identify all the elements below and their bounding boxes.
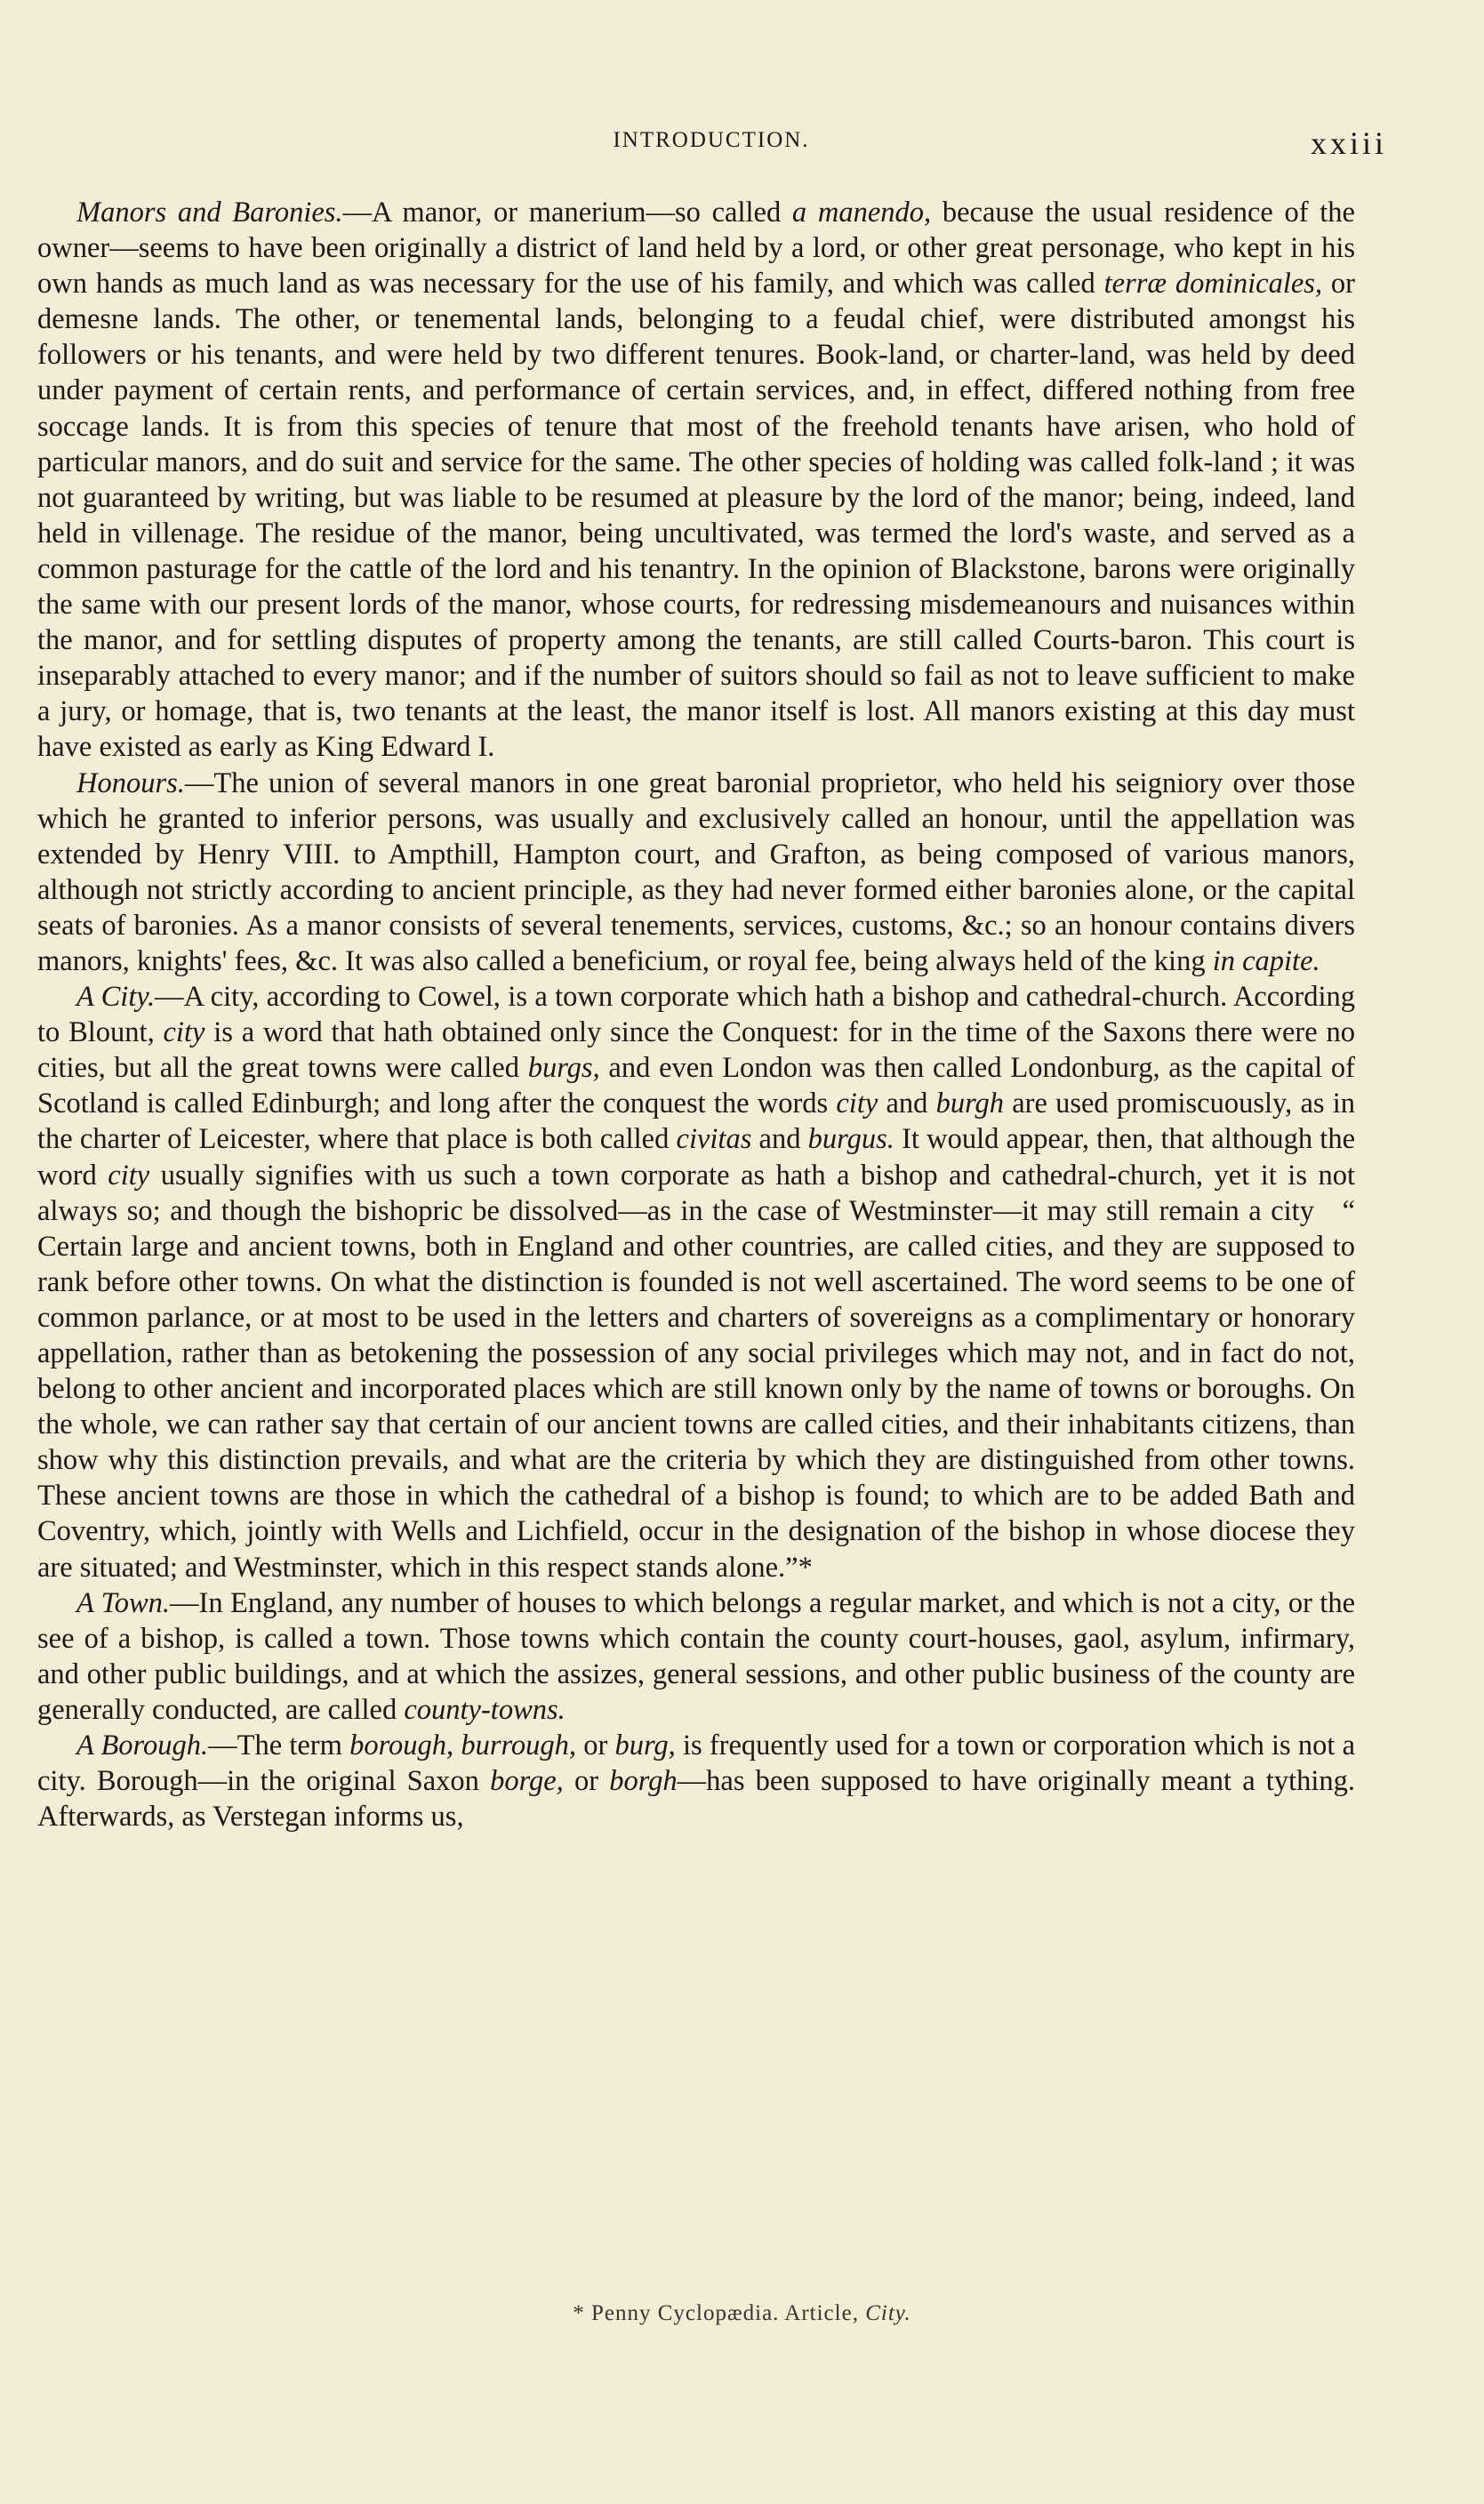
section-heading-city: A City. — [76, 981, 156, 1014]
italic-term: burg, — [614, 1730, 676, 1762]
text-run: It would appear, then, that although the word — [37, 1123, 1355, 1192]
footnote-italic: City. — [865, 2301, 911, 2325]
italic-term: city — [108, 1159, 150, 1192]
text-run: —The term — [208, 1730, 350, 1762]
text-run: or demesne lands. The other, or tenemental lands, belonging to a feudal chief, were distributed amongst his followers or his tenants, and were held by two different tenures. Book-land, or charter-land, was held by deed under payment of certain rents, and performance of certain services, and, in effect, differed nothing from free soccage lands. It is from this species of tenure that most of the freehold tenants have arisen, who hold of particular manors, and do suit and service for the same. The other species of holding was called folk-land ; it was not guaranteed by writing, but was liable to be resumed at pleasure by the lord of the manor; being, indeed, land held in villenage. The residue of the manor, being uncultivated, was termed the lord's waste, and served as a common pasturage for the cattle of the lord and his tenantry. In the opinion of Blackstone, barons were originally the same with our present lords of the manor, whose courts, for redressing misdemeanours and nuisances within the manor, and for settling disputes of property among the tenants, are still called Courts-baron. This court is inseparably attached to every manor; and if the number of suitors should so fail as not to leave sufficient to make a jury, or homage, that is, two tenants at the least, the manor itself is lost. All manors existing at this day must have existed as early as King Edward I. — [37, 268, 1356, 764]
italic-term: burgs, — [527, 1052, 600, 1085]
text-run: is a word that hath obtained only since the Conquest: for in the time of the Saxons there were no cities, but all the great towns were called — [37, 1016, 1355, 1085]
paragraph-city — [37, 979, 1355, 1585]
italic-term: city — [163, 1016, 205, 1049]
paragraph-town — [37, 1585, 1355, 1728]
text-run: are used promiscuously, as in the charter of Leicester, where that place is both called — [37, 1087, 1355, 1156]
text-run: —A city, according to Cowel, is a town corporate which hath a bishop and cathedral-church. According to Blount, — [37, 981, 1356, 1049]
footnote-marker: * — [573, 2301, 585, 2325]
section-heading-manors: Manors and Baronies. — [76, 197, 343, 229]
italic-term: borough, burrough, — [349, 1730, 577, 1762]
text-run: —In England, any number of houses to which belongs a regular market, and which is not a city, or the see of a bishop, is called a town. Those towns which contain the county court-houses, gaol, asylum, infirmary, and other public buildings, and at which the assizes, general sessions, and other public business of the county are generally conducted, are called — [37, 1586, 1355, 1726]
text-run: —A manor, or manerium—so called — [342, 197, 792, 229]
footnote — [0, 2301, 1484, 2326]
text-run: and — [751, 1123, 808, 1156]
italic-term: terræ dominicales, — [1103, 268, 1323, 301]
text-run: or — [576, 1730, 615, 1762]
text-run: and even London was then called Londonburg, as the capital of Scotland is called Edinburgh; and long after the conquest the words — [37, 1052, 1356, 1120]
italic-term: a manendo, — [791, 197, 932, 229]
italic-term: county-towns. — [404, 1693, 566, 1726]
text-run: because the usual residence of the owner—seems to have been originally a district of land held by a lord, or other great personage, who kept in his own hands as much land as was necessary for the use of his family, and which was called — [37, 197, 1355, 301]
italic-term: borge, — [490, 1765, 564, 1798]
italic-term: burgh — [935, 1087, 1005, 1120]
italic-term: in capite. — [1212, 944, 1320, 977]
running-title: INTRODUCTION. — [613, 128, 810, 152]
italic-term: civitas — [676, 1123, 752, 1156]
section-heading-honours: Honours. — [76, 766, 185, 799]
paragraph-manors — [37, 195, 1355, 766]
paragraph-borough — [37, 1728, 1355, 1834]
text-run: usually signifies with us such a town corporate as hath a bishop and cathedral-church, yet it is not always so; and though the bishopric be dissolved—as in the case of Westminster—it may still remain a city “ Certain large and ancient towns, both in England and other countries, are called cities, and they are supposed to rank before other towns. On what the distinction is founded is not well ascertained. The word seems to be one of common parlance, or at most to be used in the letters and charters of sovereigns as a complimentary or honorary appellation, rather than as betokening the possession of any social privileges which may not, and in fact do not, belong to other ancient and incorporated places which are still known only by the name of towns or boroughs. On the whole, we can rather say that certain of our ancient towns are called cities, and their inhabitants citizens, than show why this distinction prevails, and what are the criteria by which they are distinguished from other towns. These ancient towns are those in which the cathedral of a bishop is found; to which are to be added Bath and Coventry, which, jointly with Wells and Lichfield, occur in the designation of the bishop in whose diocese they are situated; and Westminster, which in this respect stands alone.”* — [37, 1159, 1355, 1584]
section-heading-borough: A Borough. — [76, 1730, 209, 1762]
italic-term: city — [836, 1087, 878, 1120]
text-run: or — [563, 1765, 610, 1798]
running-header — [36, 124, 1387, 169]
page-number: xxiii — [1310, 125, 1387, 161]
footnote-text: Penny Cyclopædia. Article, — [584, 2301, 866, 2325]
text-run: —has been supposed to have originally meant a tything. Afterwards, as Verstegan informs us, — [37, 1765, 1356, 1834]
section-heading-town: A Town. — [76, 1586, 171, 1619]
text-run: and — [878, 1087, 936, 1120]
italic-term: burgus. — [807, 1123, 894, 1156]
body-text — [37, 195, 1355, 1834]
text-run: —The union of several manors in one great baronial proprietor, who held his seigniory over those which he granted to inferior persons, was usually and exclusively called an honour, until the appellation was extended by Henry VIII. to Ampthill, Hampton court, and Grafton, as being composed of various manors, although not strictly according to ancient principle, as they had never formed either baronies alone, or the capital seats of baronies. As a manor consists of several tenements, services, customs, &c.; so an honour contains divers manors, knights' fees, &c. It was also called a beneficium, or royal fee, being always held of the king — [37, 766, 1355, 977]
italic-term: borgh — [609, 1765, 678, 1798]
text-run: is frequently used for a town or corporation which is not a city. Borough—in the original Saxon — [37, 1730, 1356, 1798]
paragraph-honours — [37, 766, 1355, 980]
